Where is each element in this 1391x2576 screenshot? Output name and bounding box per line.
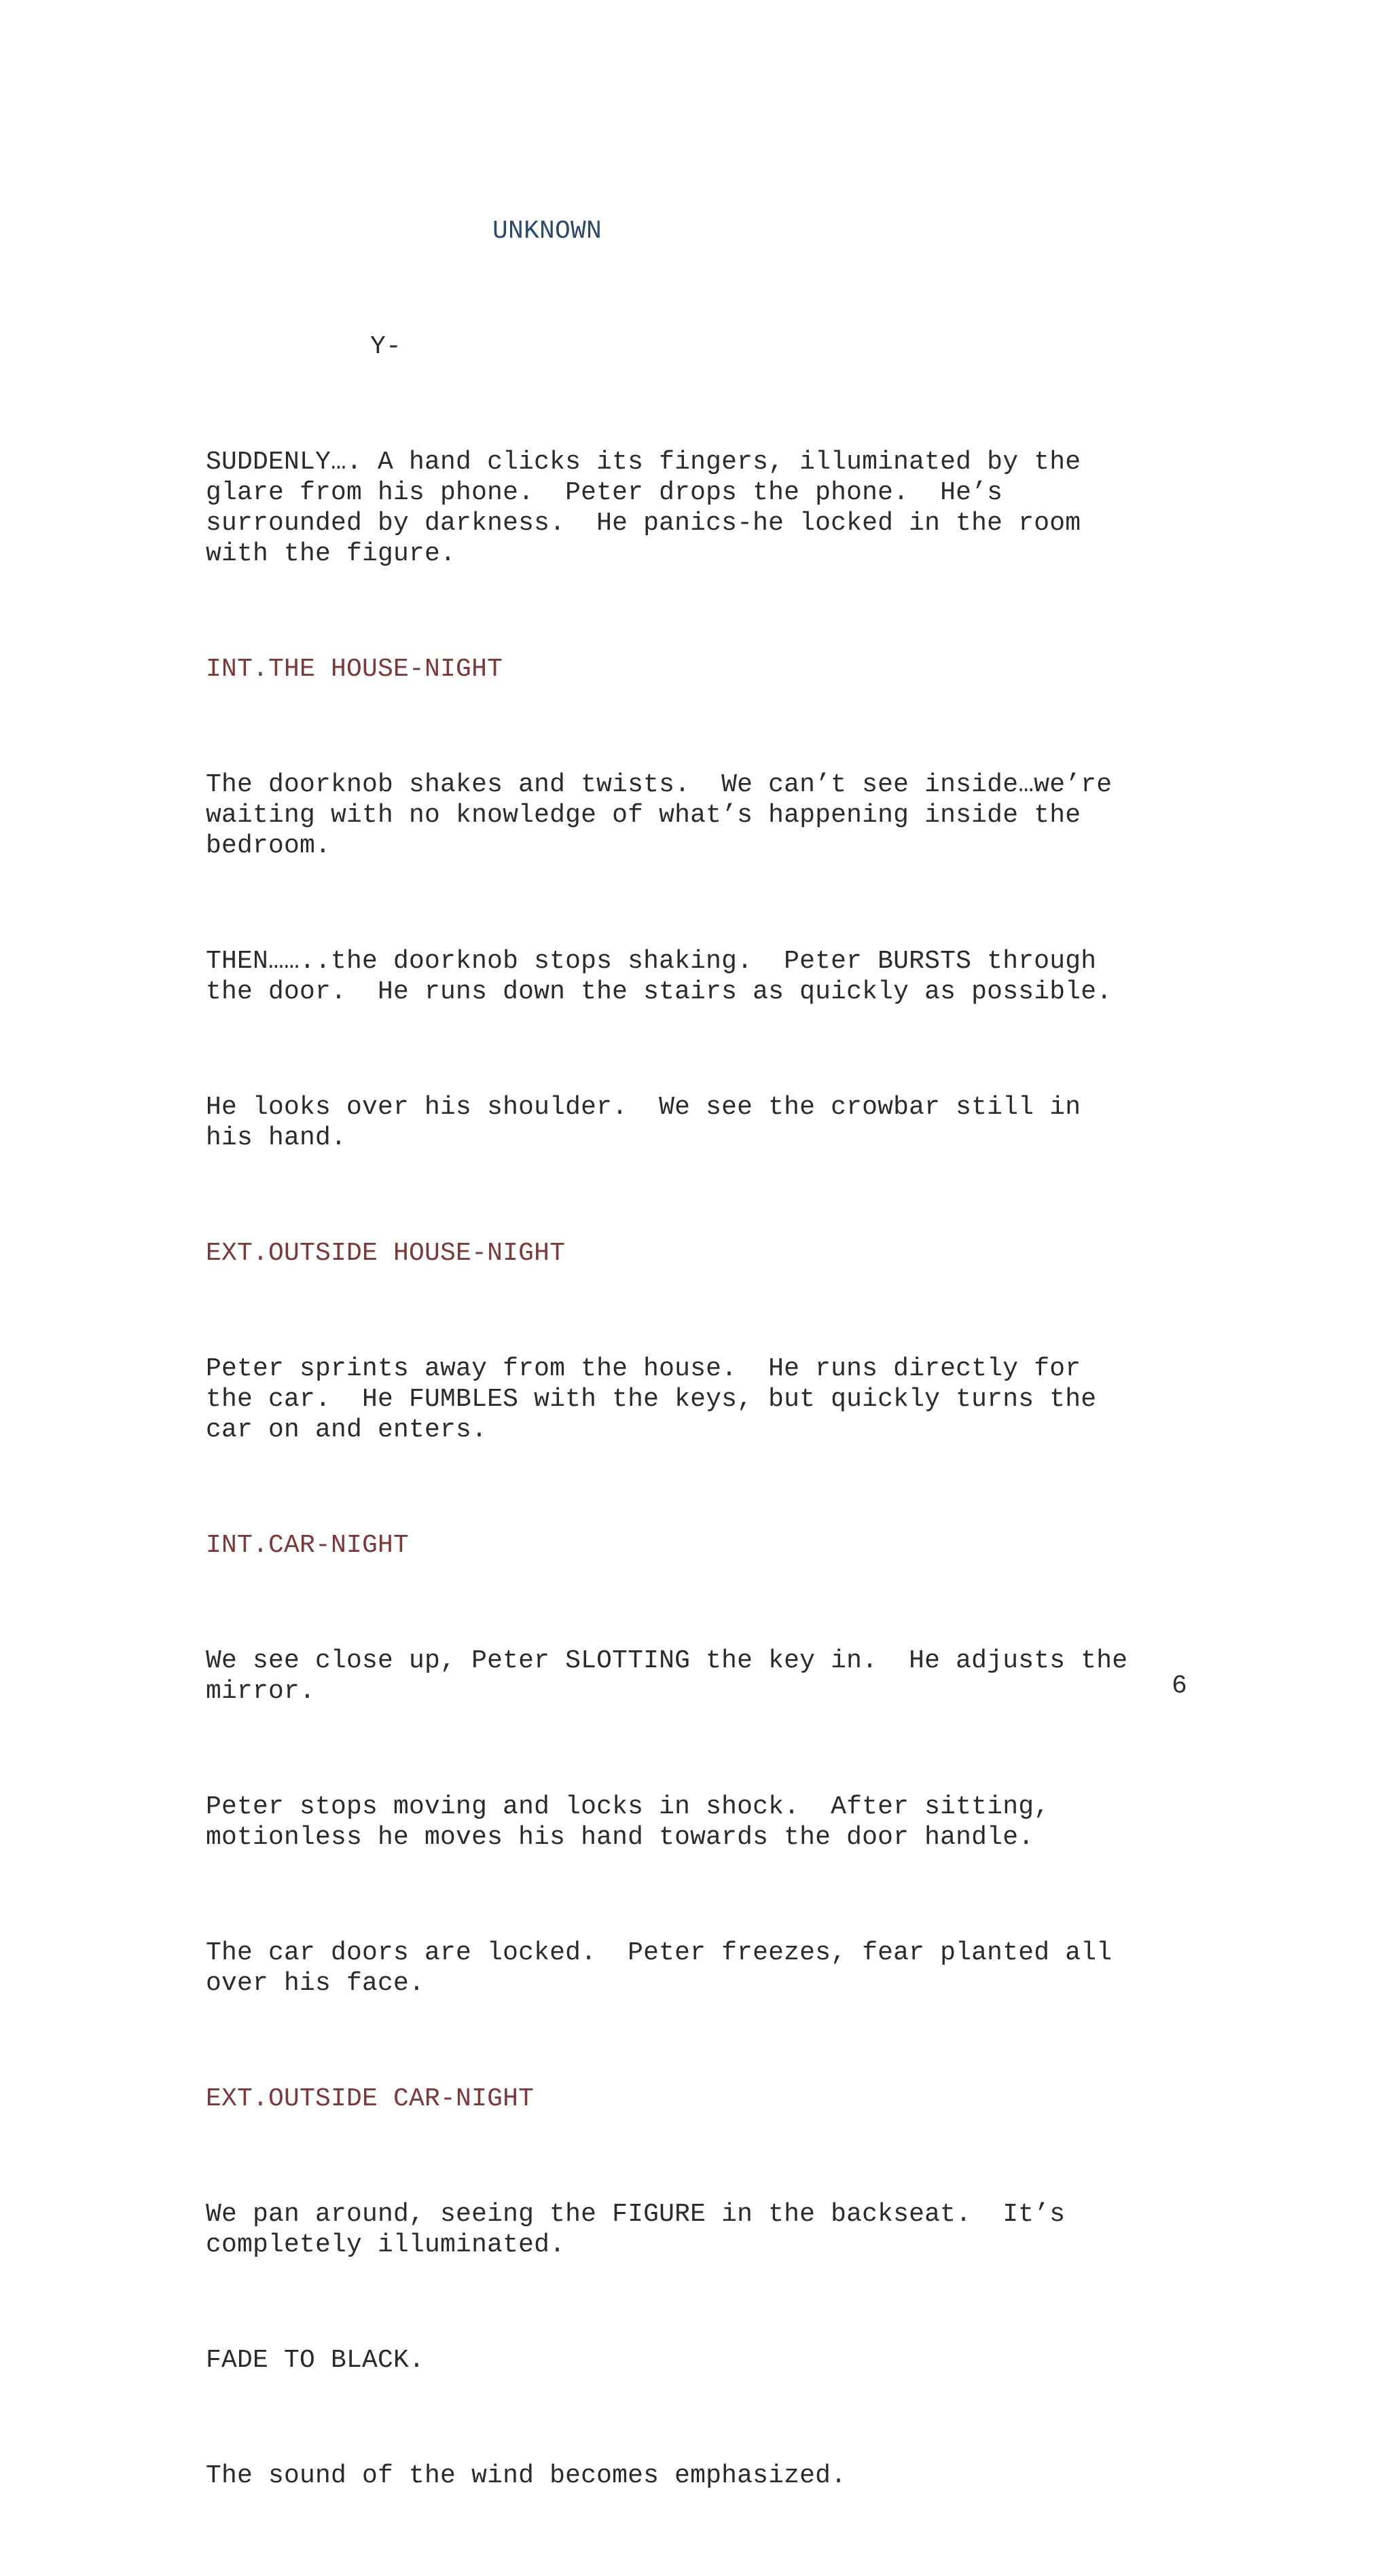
action-paragraph: We pan around, seeing the FIGURE in the backseat. It’s completely illuminated. [206,2200,1066,2260]
transition: FADE TO BLACK. [206,2346,425,2375]
action-paragraph: The doorknob shakes and twists. We can’t see inside…we’re waiting with no knowledge of what’s happening inside the bedroom. [206,770,1113,860]
action-paragraph: The car doors are locked. Peter freezes, fear planted all over his face. [206,1938,1113,1998]
scene-heading: INT.THE HOUSE-NIGHT [206,655,503,684]
scene-heading: EXT.OUTSIDE CAR-NIGHT [206,2084,535,2114]
action-paragraph: The sound of the wind becomes emphasized. [206,2461,847,2490]
action-paragraph: He looks over his shoulder. We see the crowbar still in his hand. [206,1093,1081,1153]
dialogue-line: Y- [370,332,402,361]
scene-heading: EXT.OUTSIDE HOUSE-NIGHT [206,1239,566,1268]
action-paragraph: Peter sprints away from the house. He runs directly for the car. He FUMBLES with the keys, but quickly turns the car on and enters. [206,1354,1097,1445]
action-paragraph: We see close up, Peter SLOTTING the key in. He adjusts the mirror. [206,1646,1128,1706]
scene-heading: INT.CAR-NIGHT [206,1531,410,1560]
action-paragraph: THEN……..the doorknob stops shaking. Peter BURSTS through the door. He runs down the stairs as quickly as possible. [206,947,1113,1006]
action-paragraph: Peter stops moving and locks in shock. After sitting, motionless he moves his hand towards the door handle. [206,1792,1050,1852]
screenplay-body [206,155,1191,2576]
character-name: UNKNOWN [492,217,602,246]
action-paragraph: SUDDENLY…. A hand clicks its fingers, illuminated by the glare from his phone. Peter drops the phone. He’s surrounded by darkness. He panics-he locked in the room with the figure. [206,448,1081,568]
page-number: 6 [1172,1671,1187,1701]
